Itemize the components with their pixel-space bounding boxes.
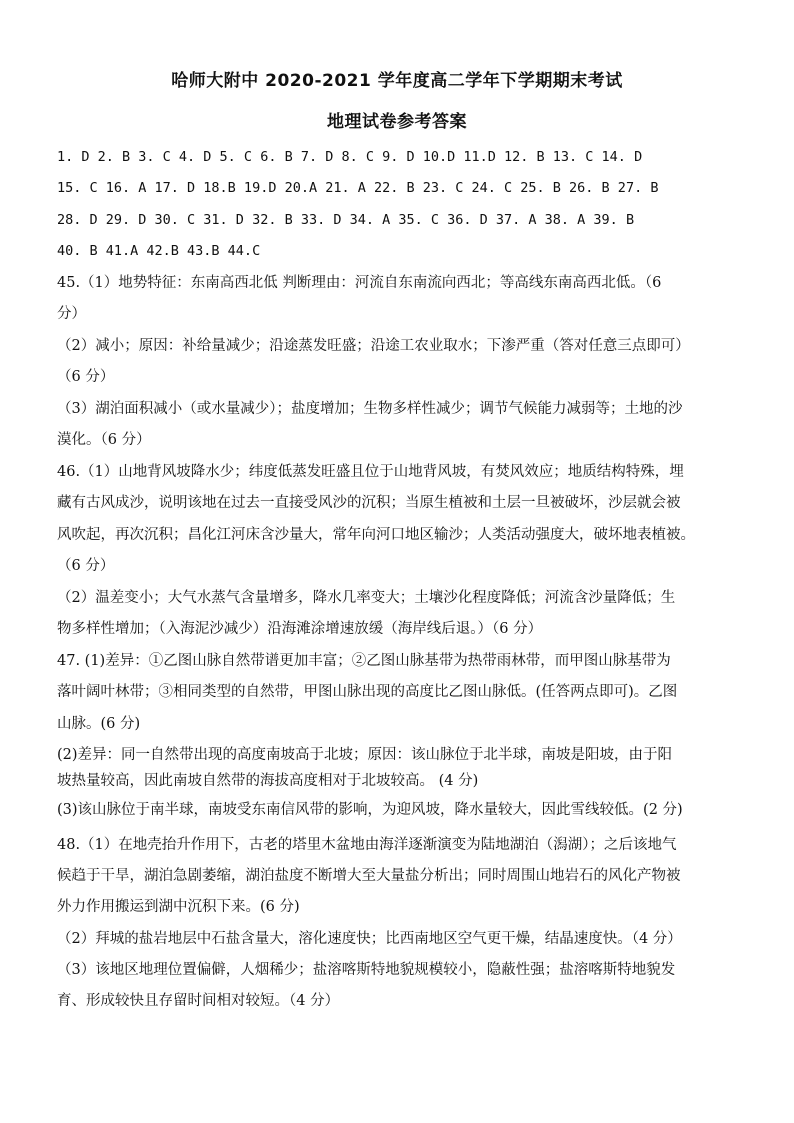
document-subtitle: 地理试卷参考答案 — [327, 112, 467, 132]
q48-part1-line2: 候趋于干旱，湖泊急剧萎缩，湖泊盐度不断增大至大量盐分析出；同时周围山地岩石的风化产物被 — [57, 868, 681, 884]
q47-part1-line2: 落叶阔叶林带；③相同类型的自然带，甲图山脉出现的高度比乙图山脉低。(任答两点即可)。乙图 — [57, 684, 678, 700]
document-title: 哈师大附中 2020-2021 学年度高二学年下学期期末考试 — [171, 71, 623, 91]
q46-part2-line2: 物多样性增加；（入海泥沙减少）沿海滩涂增速放缓（海岸线后退。）（6 分） — [57, 621, 543, 637]
q45-part1-line1: 45.（1）地势特征：东南高西北低 判断理由：河流自东南流向西北；等高线东南高西北低。（6 — [57, 275, 662, 291]
q45-part2-line2: （6 分） — [57, 369, 115, 385]
q48-part3-line1: （3）该地区地理位置偏僻，人烟稀少；盐溶喀斯特地貌规模较小，隐蔽性强；盐溶喀斯特地貌发 — [57, 962, 676, 978]
q47-part2-line1: (2)差异：同一自然带出现的高度南坡高于北坡；原因：该山脉位于北半球，南坡是阳坡，由于阳 — [57, 747, 673, 763]
q48-part1-line3: 外力作用搬运到湖中沉积下来。(6 分) — [57, 899, 300, 915]
choice-answers-row-3: 28. D 29. D 30. C 31. D 32. B 33. D 34. A 35. C 36. D 37. A 38. A 39. B — [57, 212, 635, 228]
q45-part3-line1: （3）湖泊面积减小（或水量减少）；盐度增加；生物多样性减少；调节气候能力减弱等；土地的沙 — [57, 401, 683, 417]
q46-part2-line1: （2）温差变小；大气水蒸气含量增多，降水几率变大；土壤沙化程度降低；河流含沙量降低；生 — [57, 590, 676, 606]
choice-answers-row-1: 1. D 2. B 3. C 4. D 5. C 6. B 7. D 8. C 9. D 10.D 11.D 12. B 13. C 14. D — [57, 149, 643, 165]
q45-part3-line2: 漠化。（6 分） — [57, 432, 151, 448]
choice-answers-row-4: 40. B 41.A 42.B 43.B 44.C — [57, 243, 261, 259]
q46-part1-line4: （6 分） — [57, 558, 115, 574]
q47-part1-line3: 山脉。(6 分) — [57, 716, 141, 732]
q48-part2-line1: （2）拜城的盐岩地层中石盐含量大，溶化速度快；比西南地区空气更干燥，结晶速度快。（4 分） — [57, 931, 682, 947]
q47-part2-line2: 坡热量较高，因此南坡自然带的海拔高度相对于北坡较高。 (4 分) — [57, 773, 479, 789]
q47-part1-line1: 47. (1)差异：①乙图山脉自然带谱更加丰富；②乙图山脉基带为热带雨林带，而甲图山脉基带为 — [57, 653, 671, 669]
q46-part1-line2: 藏有古风成沙，说明该地在过去一直接受风沙的沉积；当原生植被和土层一旦被破坏，沙层就会被 — [57, 495, 681, 511]
q46-part1-line3: 风吹起，再次沉积；昌化江河床含沙量大，常年向河口地区输沙；人类活动强度大，破坏地表植被。 — [57, 527, 695, 543]
choice-answers-row-2: 15. C 16. A 17. D 18.B 19.D 20.A 21. A 22. B 23. C 24. C 25. B 26. B 27. B — [57, 180, 659, 196]
q45-part1-line2: 分） — [57, 306, 86, 322]
q48-part1-line1: 48.（1）在地壳抬升作用下，古老的塔里木盆地由海洋逐渐演变为陆地湖泊（潟湖）；之后该地气 — [57, 837, 677, 853]
q45-part2-line1: （2）减小；原因：补给量减少；沿途蒸发旺盛；沿途工农业取水；下渗严重（答对任意三点即可） — [57, 338, 690, 354]
q47-part3-line1: (3)该山脉位于南半球，南坡受东南信风带的影响，为迎风坡，降水量较大，因此雪线较低。(2 分) — [57, 802, 683, 818]
q46-part1-line1: 46.（1）山地背风坡降水少；纬度低蒸发旺盛且位于山地背风坡，有焚风效应；地质结构特殊，埋 — [57, 464, 684, 480]
q48-part3-line2: 育、形成较快且存留时间相对较短。（4 分） — [57, 993, 340, 1009]
